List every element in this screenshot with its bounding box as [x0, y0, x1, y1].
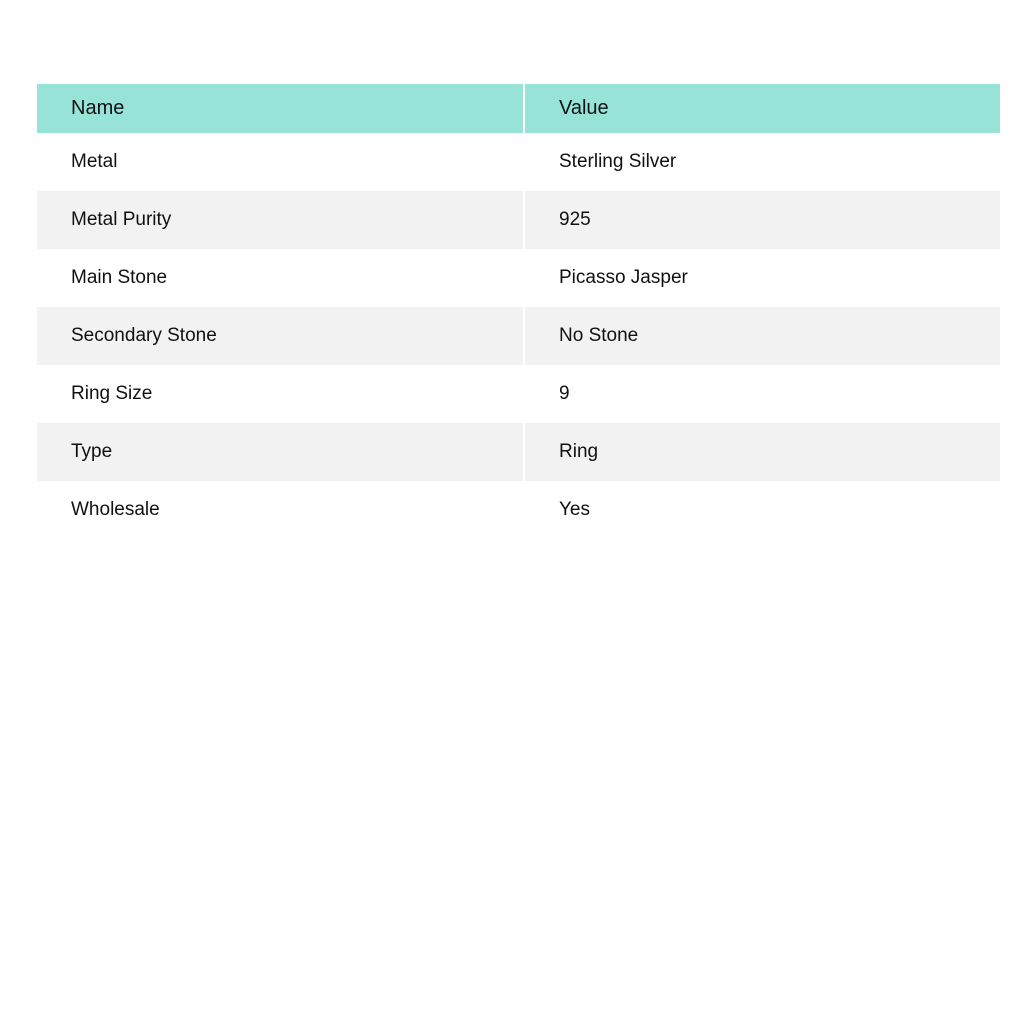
table-row: [37, 307, 1000, 365]
table-row: [37, 481, 1000, 539]
name-cell: Metal Purity: [37, 191, 523, 249]
name-cell: Main Stone: [37, 249, 523, 307]
table-row: [37, 249, 1000, 307]
value-cell: No Stone: [525, 307, 1000, 365]
table-row: [37, 365, 1000, 423]
value-cell: Ring: [525, 423, 1000, 481]
table-row: [37, 191, 1000, 249]
value-cell: 9: [525, 365, 1000, 423]
header-cell-name: Name: [37, 84, 523, 133]
value-cell: Yes: [525, 481, 1000, 539]
name-cell: Ring Size: [37, 365, 523, 423]
name-cell: Metal: [37, 133, 523, 191]
table-row: [37, 423, 1000, 481]
table-header-row: [37, 84, 1000, 133]
table-row: [37, 133, 1000, 191]
name-cell: Secondary Stone: [37, 307, 523, 365]
name-cell: Type: [37, 423, 523, 481]
attributes-table: [37, 84, 1000, 539]
value-cell: Sterling Silver: [525, 133, 1000, 191]
header-cell-value: Value: [525, 84, 1000, 133]
value-cell: Picasso Jasper: [525, 249, 1000, 307]
name-cell: Wholesale: [37, 481, 523, 539]
value-cell: 925: [525, 191, 1000, 249]
